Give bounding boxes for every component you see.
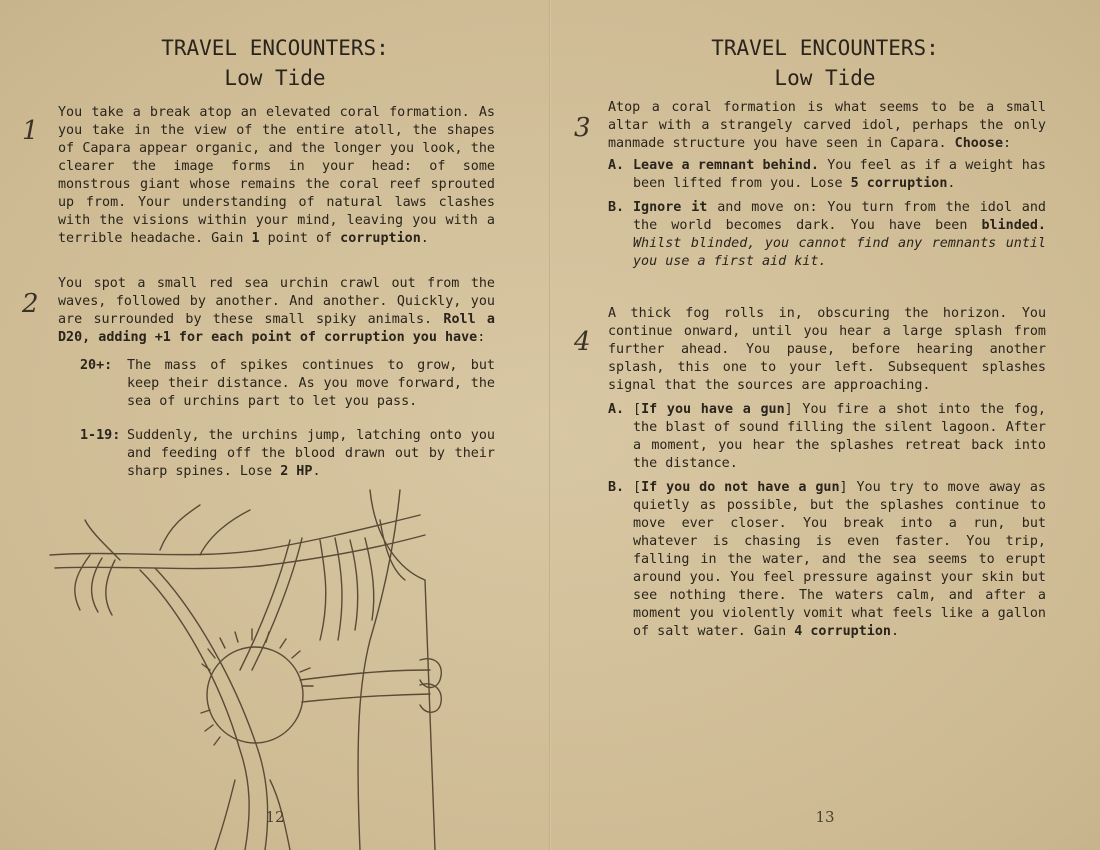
right-page	[550, 0, 1100, 850]
encounter-3	[574, 99, 1046, 271]
encounter-4	[574, 305, 1046, 641]
encounter-number: 3	[574, 113, 591, 143]
title-line-1: TRAVEL ENCOUNTERS:	[711, 36, 939, 60]
encounter-text: You spot a small red sea urchin crawl out from the waves, followed by another. And another. Quickly, you are surrounded by these small spiky animals. Roll a D20, adding +1 for each point of corruption you have:	[58, 276, 495, 345]
roll-result-option: 1-19: Suddenly, the urchins jump, latching onto you and feeding off the blood drawn out by their sharp spines. Lose 2 HP.	[80, 428, 495, 479]
encounter-number: 1	[22, 116, 39, 146]
sea-creature-illustration	[40, 480, 500, 850]
encounter-text: A thick fog rolls in, obscuring the horizon. You continue onward, until you hear a large splash from further ahead. You pause, before hearing another splash, this one to your left. Subsequent splashes signal that the sources are approaching.	[608, 306, 1046, 393]
title-line-2: Low Tide	[224, 66, 326, 90]
page-number: 12	[265, 808, 285, 826]
encounter-number: 2	[22, 289, 39, 319]
choice-option: B. [If you do not have a gun] You try to move away as quietly as possible, but the splashes continue to move ever closer. You break into a run, but whatever is chasing is even faster. You trip, falling in the water, and the sea seems to erupt around you. You feel pressure against your skin but see nothing there. The waters calm, and after a moment you violently vomit what feels like a gallon of salt water. Gain 4 corruption.	[608, 480, 1046, 639]
title-line-2: Low Tide	[774, 66, 876, 90]
encounter-1	[22, 104, 495, 248]
roll-result-option: 20+: The mass of spikes continues to grow, but keep their distance. As you move forward, the sea of urchins part to let you pass.	[80, 358, 495, 409]
encounter-text: You take a break atop an elevated coral formation. As you take in the view of the entire atoll, the shapes of Capara appear organic, and the longer you look, the clearer the image forms in your head: of some monstrous giant whose remains the coral reef sprouted up from. Your understanding of natural laws clashes with the visions within your mind, leaving you with a terrible headache. Gain 1 point of corruption.	[58, 105, 495, 246]
encounter-number: 4	[574, 327, 591, 357]
title-line-1: TRAVEL ENCOUNTERS:	[161, 36, 389, 60]
page-number: 13	[815, 808, 835, 826]
encounter-2	[22, 275, 495, 481]
choice-option: A. [If you have a gun] You fire a shot into the fog, the blast of sound filling the silent lagoon. After a moment, you hear the splashes retreat back into the distance.	[608, 402, 1046, 471]
choice-option: B. Ignore it and move on: You turn from the idol and the world becomes dark. You have been blinded. Whilst blinded, you cannot find any remnants until you use a first aid kit.	[608, 200, 1046, 269]
page-title	[550, 33, 1100, 93]
encounter-text: Atop a coral formation is what seems to be a small altar with a strangely carved idol, perhaps the only manmade structure you have seen in Capara. Choose:	[608, 100, 1046, 151]
choice-option: A. Leave a remnant behind. You feel as if a weight has been lifted from you. Lose 5 corruption.	[608, 158, 1046, 191]
page-title	[0, 33, 550, 93]
